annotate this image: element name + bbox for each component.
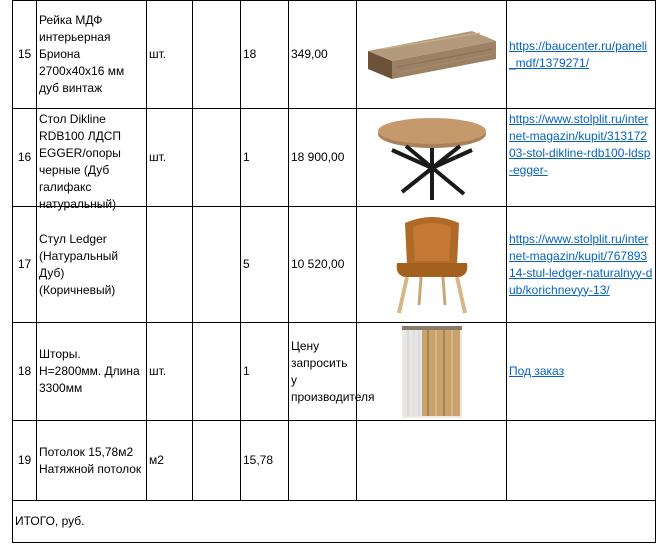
item-unit: шт. [147,1,193,109]
item-extra [193,421,241,501]
item-name: Стул Ledger (Натуральный Дуб) (Коричневый) [37,207,147,323]
wood-slat-icon [362,27,502,83]
item-link-cell [507,323,656,421]
item-price: 18 900,00 [289,109,357,207]
row-number: 18 [13,323,37,421]
item-image [357,207,507,323]
item-qty: 18 [241,1,289,109]
product-link[interactable]: https://www.stolplit.ru/internet-magazin/kupit/76789314-stul-ledger-naturalnyy-dub/korichnevyy-13/ [509,231,653,297]
item-extra [193,1,241,109]
item-name: Шторы. Н=2800мм. Длина 3300мм [37,323,147,421]
item-link-cell [507,109,656,207]
table-row [13,323,656,421]
item-unit [147,207,193,323]
curtain-icon [402,326,462,418]
item-name: Потолок 15,78м2 Натяжной потолок [37,421,147,501]
item-unit: м2 [147,421,193,501]
row-number: 19 [13,421,37,501]
product-link[interactable]: https://baucenter.ru/paneli_mdf/1379271/ [509,38,648,70]
item-link-cell [507,207,656,323]
table-row [13,421,656,501]
item-unit: шт. [147,323,193,421]
item-name [37,109,147,211]
item-unit: шт. [147,109,193,207]
item-name: Рейка МДФ интерьерная Бриона 2700х40х16 мм дуб винтаж [37,1,147,109]
item-extra [193,207,241,323]
item-price: Цену запросить у производителя [289,323,357,421]
row-number: 15 [13,1,37,109]
item-extra [193,323,241,421]
item-image [357,1,507,109]
item-qty: 15,78 [241,421,289,501]
product-link[interactable]: https://www.stolplit.ru/internet-magazin/kupit/31317203-stol-dikline-rdb100-ldsp-egger- [509,111,651,177]
table-row [13,1,656,109]
item-link-cell [507,1,656,109]
table-row [13,109,656,207]
item-image [357,323,507,421]
item-link-cell [507,421,656,501]
row-number: 17 [13,207,37,323]
total-row [13,501,656,543]
item-price [289,421,357,501]
total-label: ИТОГО, руб. [13,501,656,543]
item-image [357,109,507,207]
chair-icon [387,213,477,317]
round-table-icon [372,114,492,202]
item-image [357,421,507,501]
item-extra [193,109,241,207]
item-qty: 5 [241,207,289,323]
item-qty: 1 [241,323,289,421]
item-qty: 1 [241,109,289,207]
row-number: 16 [13,109,37,207]
item-price: 349,00 [289,1,357,109]
table-row [13,207,656,323]
specification-table [12,0,656,543]
item-name-text: Стол Dikline RDB100 ЛДСП EGGER/опоры черные (Дуб галифакс натуральный) [39,111,121,211]
product-link[interactable]: Под заказ [509,364,565,378]
item-price: 10 520,00 [289,207,357,323]
